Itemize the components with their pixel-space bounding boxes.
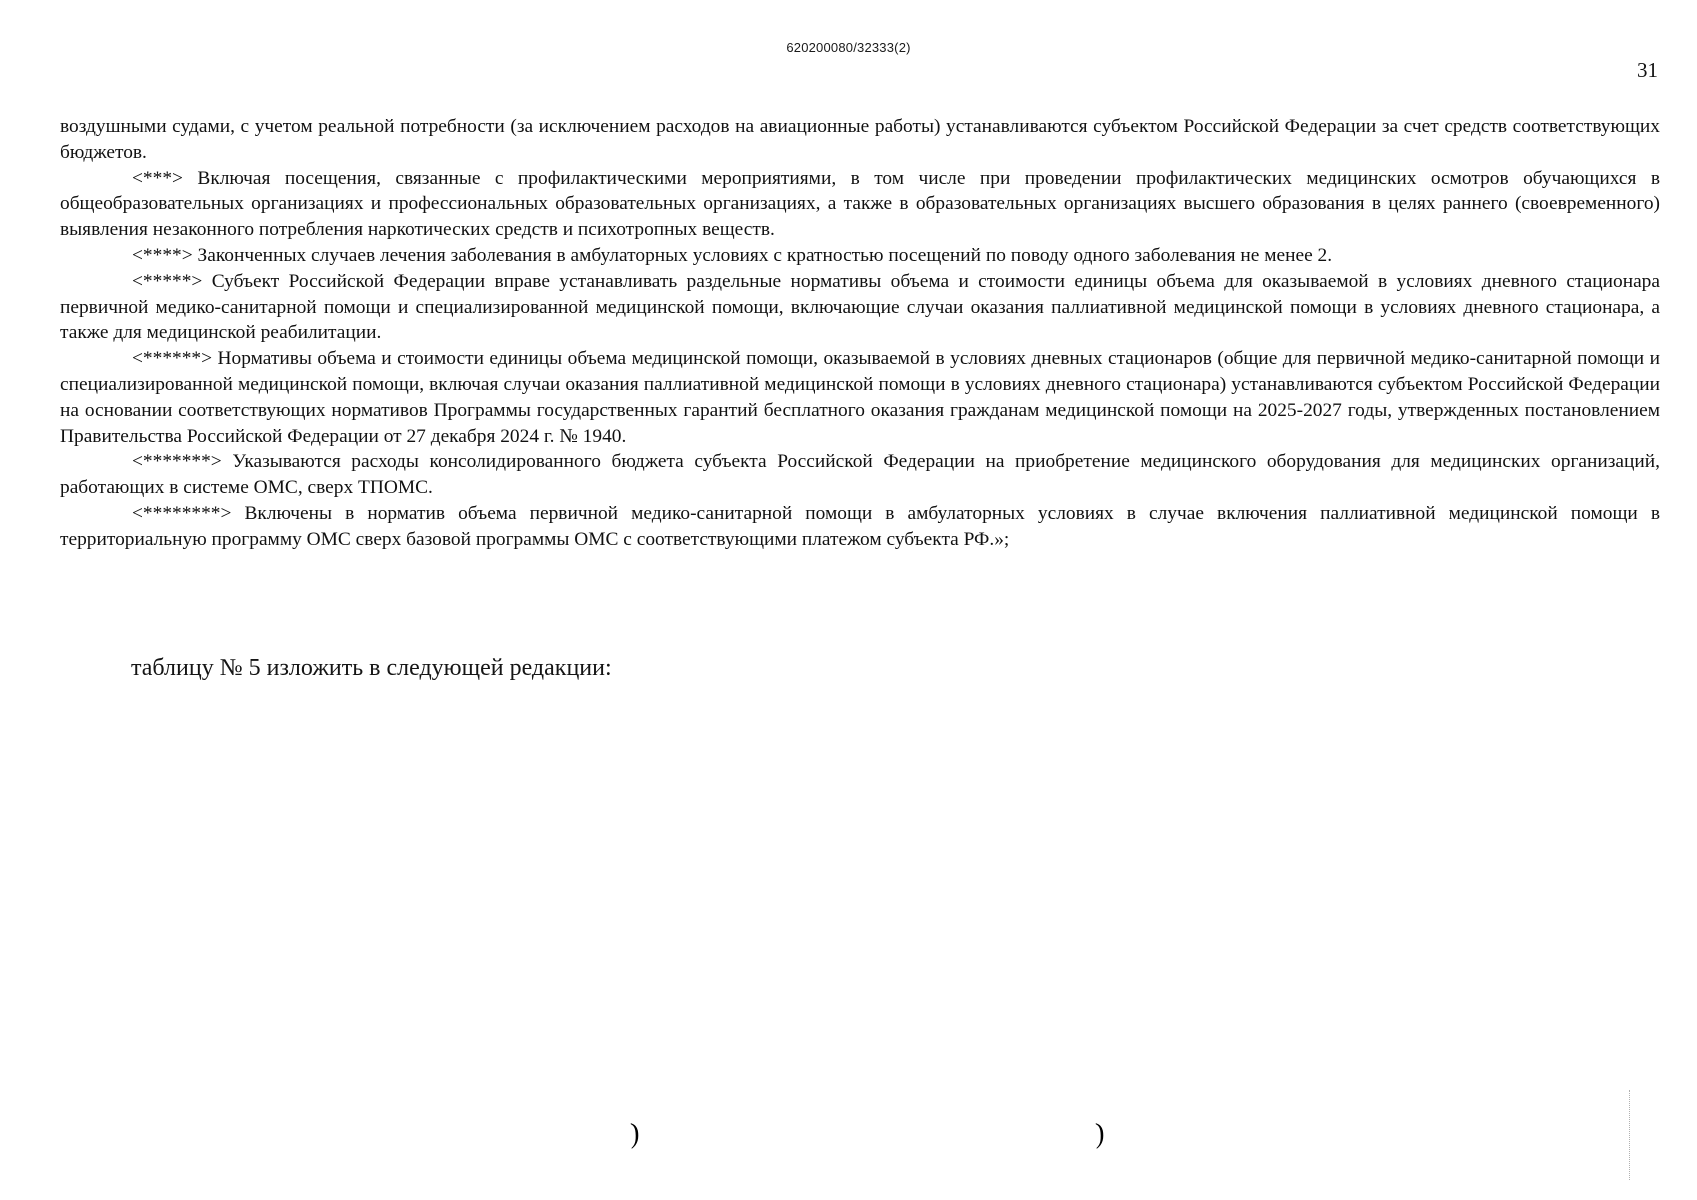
footnote-8-stars: <********> Включены в норматив объема первичной медико-санитарной помощи в амбулаторных условиях в случае включения паллиативной медицинской помощи в территориальную программу ОМС сверх базовой программы ОМС с соответствующими платежом субъекта РФ.»; — [60, 502, 1660, 550]
paragraph-continuation: воздушными судами, с учетом реальной потребности (за исключением расходов на авиационные работы) устанавливаются субъектом Российской Федерации за счет средств соответствующих бюджетов. — [60, 116, 1660, 163]
footnote-7-stars: <*******> Указываются расходы консолидированного бюджета субъекта Российской Федерации на приобретение медицинского оборудования для медицинских организаций, работающих в системе ОМС, сверх ТПОМС. — [60, 451, 1660, 499]
scan-mark-right: ) — [1091, 1117, 1108, 1150]
footnote-4-stars: <****> Законченных случаев лечения заболевания в амбулаторных условиях с кратностью посещений по поводу одного заболевания не менее 2. — [132, 244, 1333, 266]
footnotes-block — [60, 114, 1660, 553]
footnote-3-stars: <***> Включая посещения, связанные с профилактическими мероприятиями, в том числе при проведении профилактических медицинских осмотров обучающихся в общеобразовательных организациях и профессиональных образовательных организациях, а также в образовательных организациях высшего образования в целях раннего (своевременного) выявления незаконного потребления наркотических средств и психотропных веществ. — [60, 167, 1660, 241]
footnote-6-stars: <******> Нормативы объема и стоимости единицы объема медицинской помощи, оказываемой в условиях дневных стационаров (общие для первичной медико-санитарной помощи и специализированной медицинской помощи, включая случаи оказания паллиативной медицинской помощи в условиях дневного стационара) устанавливаются субъектом Российской Федерации на основании соответствующих нормативов Программы государственных гарантий бесплатного оказания гражданам медицинской помощи на 2025-2027 годы, утвержденных постановлением Правительства Российской Федерации от 27 декабря 2024 г. № 1940. — [60, 348, 1660, 447]
scan-edge-noise — [1629, 1090, 1632, 1180]
scan-mark-left: ) — [626, 1117, 643, 1150]
document-id: 620200080/32333(2) — [786, 40, 911, 55]
amendment-instruction: таблицу № 5 изложить в следующей редакции: — [131, 655, 612, 681]
footnote-5-stars: <*****> Субъект Российской Федерации вправе устанавливать раздельные нормативы объема и стоимости единицы объема для оказываемой в условиях дневного стационара первичной медико-санитарной помощи и специализированной медицинской помощи, включающие случаи оказания паллиативной медицинской помощи в условиях дневного стационара, а также для медицинской реабилитации. — [60, 270, 1660, 344]
page-number: 31 — [1637, 58, 1658, 82]
